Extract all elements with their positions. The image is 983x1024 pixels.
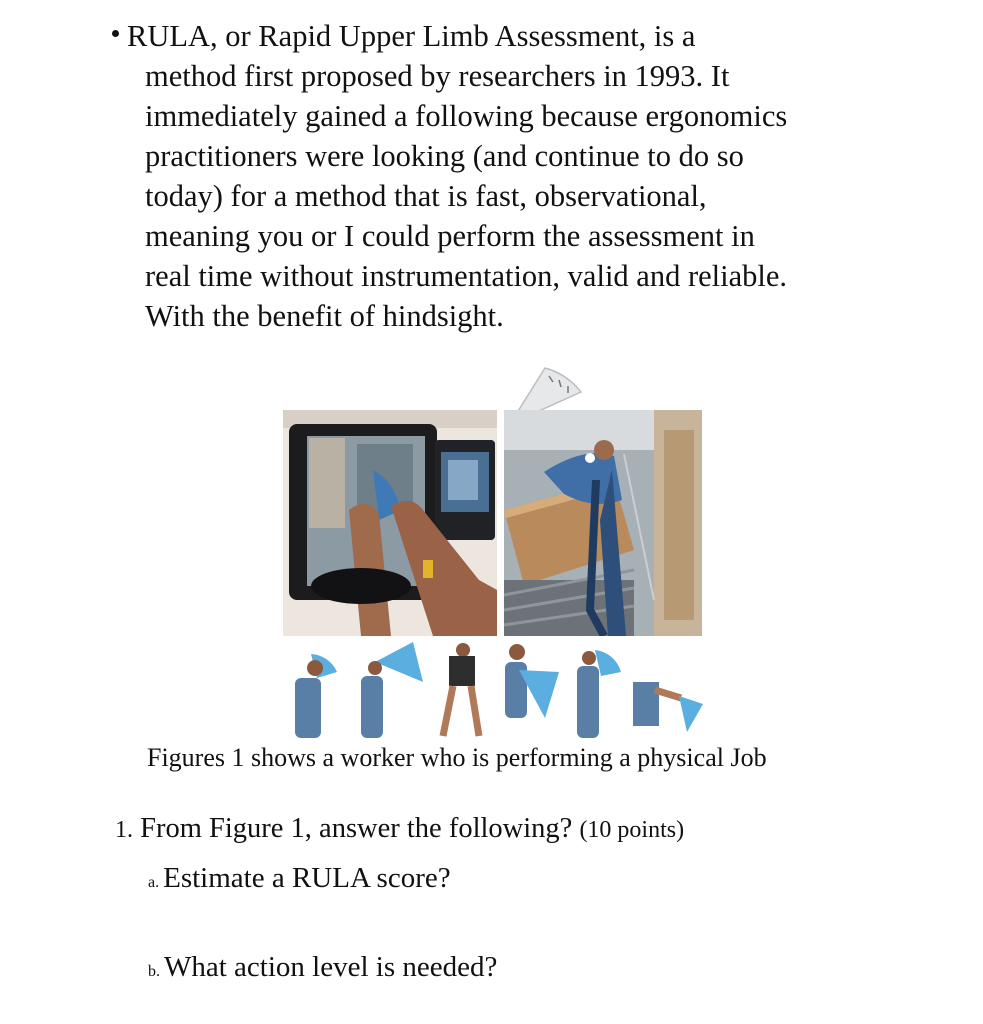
sub-question-text: What action level is needed? [164,951,498,983]
intro-line: immediately gained a following because ergonomics [145,99,788,133]
sub-question-label: b. [148,963,160,980]
photo-monitor-analysis [283,410,497,636]
posture-upper-arm-icon [361,642,423,738]
intro-line: With the benefit of hindsight. [145,299,504,333]
intro-line: practitioners were looking (and continue to do so [145,139,744,173]
sub-question-text: Estimate a RULA score? [163,862,451,894]
posture-wrist-twist-icon [633,682,703,732]
photo-worker-lifting [504,410,702,636]
sub-question-label: a. [148,874,160,891]
posture-legs-icon [443,643,479,736]
sub-question-b [148,951,497,984]
intro-line: RULA, or Rapid Upper Limb Assessment, is a [127,19,696,53]
figure-caption: Figures 1 shows a worker who is performing a physical Job [147,743,767,772]
posture-lower-arm-icon [505,644,559,718]
intro-line: meaning you or I could perform the assessment in [145,219,755,253]
intro-line: today) for a method that is fast, observational, [145,179,707,213]
intro-paragraph [112,16,872,336]
posture-illustrations [283,642,703,742]
question-number: 1. [115,817,133,843]
question-1 [115,813,684,845]
figure-1 [283,366,703,741]
posture-neck-icon [295,654,337,738]
intro-line: method first proposed by researchers in 1993. It [145,59,730,93]
question-text: From Figure 1, answer the following? [140,813,573,844]
question-points: (10 points) [579,817,685,843]
bullet-icon [112,30,119,37]
sub-question-a [148,862,451,895]
intro-line: real time without instrumentation, valid and reliable. [145,259,788,293]
posture-wrist-icon [577,650,621,738]
